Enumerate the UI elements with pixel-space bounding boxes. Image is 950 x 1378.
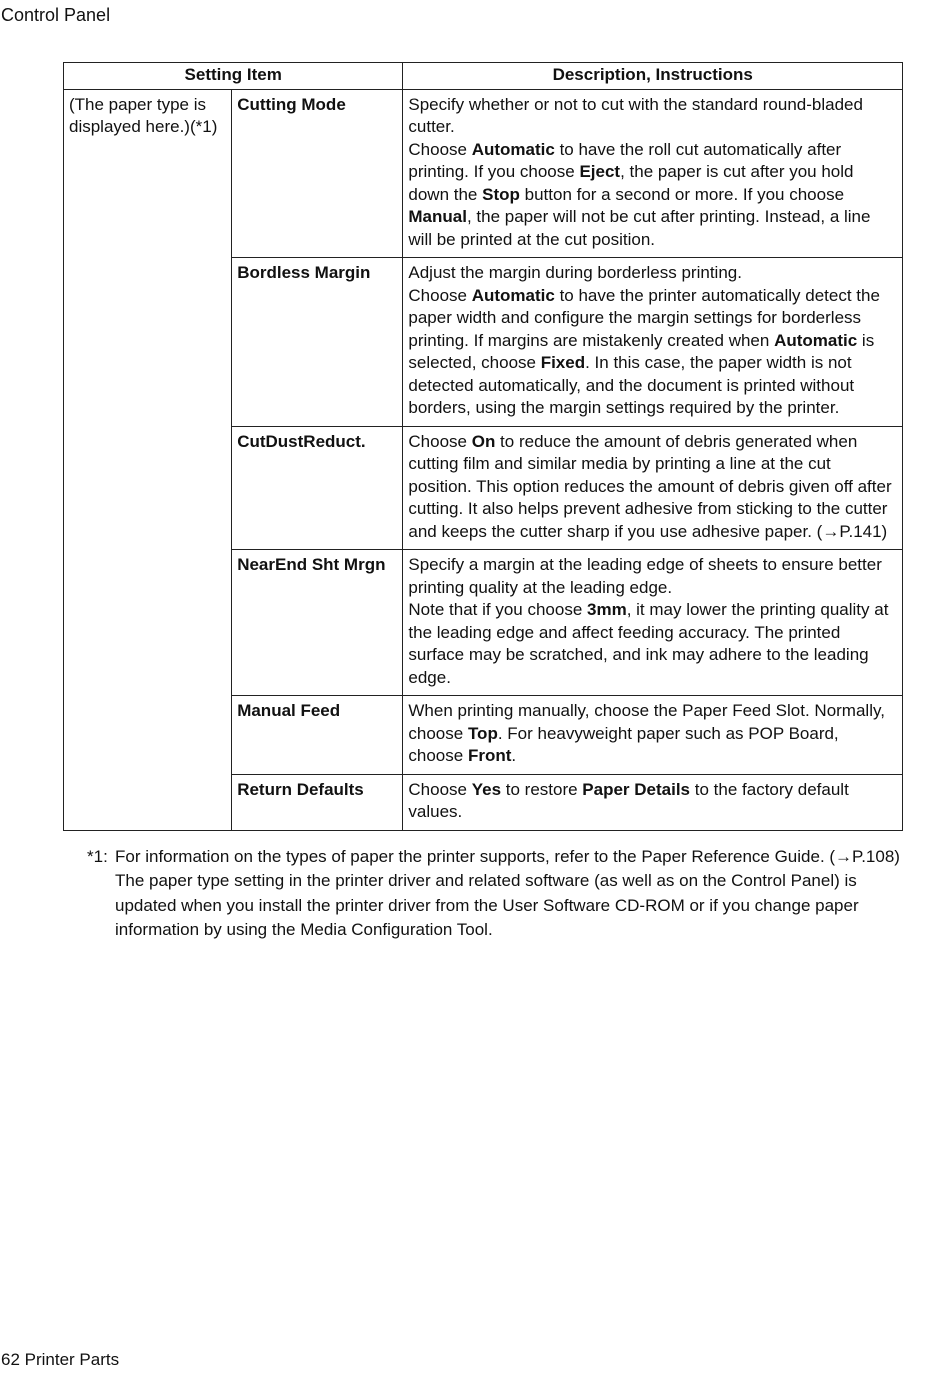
description-paragraph: [408, 599, 898, 689]
page-footer: 62 Printer Parts: [1, 1350, 120, 1369]
description-text: to reduce the amount of debris generated when cutting film and similar media by printing a line at the cut position. This option reduces the amount of debris given off after cutting. It also helps prevent adhesive from sticking to the cutter and keeps the cutter sharp if you use adhesive paper. (→P.141): [408, 431, 892, 541]
description-emphasis: Automatic: [774, 330, 858, 350]
description-emphasis: Front: [467, 746, 512, 765]
description-emphasis: Manual: [408, 207, 467, 226]
description-text: .: [511, 746, 517, 765]
description-text: to the factory default values.: [408, 779, 849, 821]
description-emphasis: Yes: [471, 779, 502, 799]
paper-type-cell: (The paper type is displayed here.)(*1): [64, 89, 232, 830]
description-emphasis: On: [471, 431, 496, 451]
setting-description-cell: [403, 550, 903, 696]
description-emphasis: Automatic: [471, 285, 555, 305]
setting-description-cell: [403, 89, 903, 258]
description-text: to have the printer automatically detect the paper width and configure the margin settings for borderless printing. If margins are mistakenly created when: [408, 285, 880, 350]
description-text: , it may lower the printing quality at the leading edge and affect feeding accuracy. The printed surface may be scratched, and ink may adhere to the leading edge.: [408, 600, 889, 687]
setting-name-cell: Bordless Margin: [232, 258, 403, 427]
setting-description-cell: [403, 774, 903, 830]
description-text: When printing manually, choose the Paper Feed Slot. Normally, choose: [408, 701, 885, 743]
description-text: Specify a margin at the leading edge of sheets to ensure better printing quality at the leading edge.: [408, 555, 882, 597]
footnote: [87, 845, 907, 942]
setting-name-cell: Cutting Mode: [232, 89, 403, 258]
table-row: [64, 89, 903, 258]
description-text: Specify whether or not to cut with the standard round-bladed cutter.: [408, 94, 863, 136]
settings-table: [63, 62, 903, 831]
header-setting-item: Setting Item: [64, 63, 403, 90]
description-text: Choose: [408, 139, 472, 159]
header-description: Description, Instructions: [403, 63, 903, 90]
description-emphasis: Eject: [579, 162, 621, 181]
description-text: to have the roll cut automatically after printing. If you choose: [408, 139, 842, 181]
description-paragraph: [408, 779, 898, 824]
table-body: [64, 89, 903, 830]
setting-name-cell: Manual Feed: [232, 696, 403, 775]
running-head: Control Panel: [1, 5, 111, 25]
description-text: Choose: [408, 285, 472, 305]
description-text: . In this case, the paper width is not detected automatically, and the document is printed without borders, using the margin settings required by the printer.: [408, 353, 855, 417]
description-text: Choose: [408, 779, 472, 799]
footnote-mark: *1:: [87, 847, 108, 866]
description-paragraph: [408, 700, 898, 768]
setting-description-cell: [403, 696, 903, 775]
setting-name-cell: NearEnd Sht Mrgn: [232, 550, 403, 696]
description-text: is selected, choose: [408, 330, 875, 372]
description-text: Note that if you choose: [408, 600, 587, 619]
setting-description-cell: [403, 258, 903, 427]
description-text: button for a second or more. If you choose: [519, 184, 845, 204]
setting-description-cell: [403, 426, 903, 550]
description-emphasis: Stop: [482, 184, 520, 204]
description-text: Adjust the margin during borderless printing.: [408, 263, 742, 282]
description-emphasis: 3mm: [587, 600, 627, 619]
description-text: , the paper is cut after you hold down the: [408, 162, 854, 204]
description-text: . For heavyweight paper such as POP Board, choose: [408, 723, 839, 765]
footnote-text: For information on the types of paper the printer supports, refer to the Paper Reference Guide. (→P.108) The paper type setting in the printer driver and related software (as well as on the Control Panel) is updated when you install the printer driver from the User Software CD-ROM or if you change paper information by using the Media Configuration Tool.: [115, 847, 900, 939]
setting-name-cell: CutDustReduct.: [232, 426, 403, 550]
description-paragraph: [408, 554, 898, 599]
description-paragraph: [408, 94, 898, 139]
description-paragraph: [408, 262, 898, 285]
description-paragraph: [408, 285, 898, 420]
description-emphasis: Top: [467, 723, 498, 743]
description-text: Choose: [408, 431, 472, 451]
description-paragraph: [408, 431, 898, 544]
description-text: to restore: [501, 779, 583, 799]
description-text: , the paper will not be cut after printing. Instead, a line will be printed at the cut position.: [408, 207, 871, 249]
description-emphasis: Automatic: [471, 139, 555, 159]
description-emphasis: Paper Details: [582, 779, 691, 799]
description-emphasis: Fixed: [540, 353, 586, 372]
description-paragraph: [408, 139, 898, 252]
table-header-row: [64, 63, 903, 90]
setting-name-cell: Return Defaults: [232, 774, 403, 830]
